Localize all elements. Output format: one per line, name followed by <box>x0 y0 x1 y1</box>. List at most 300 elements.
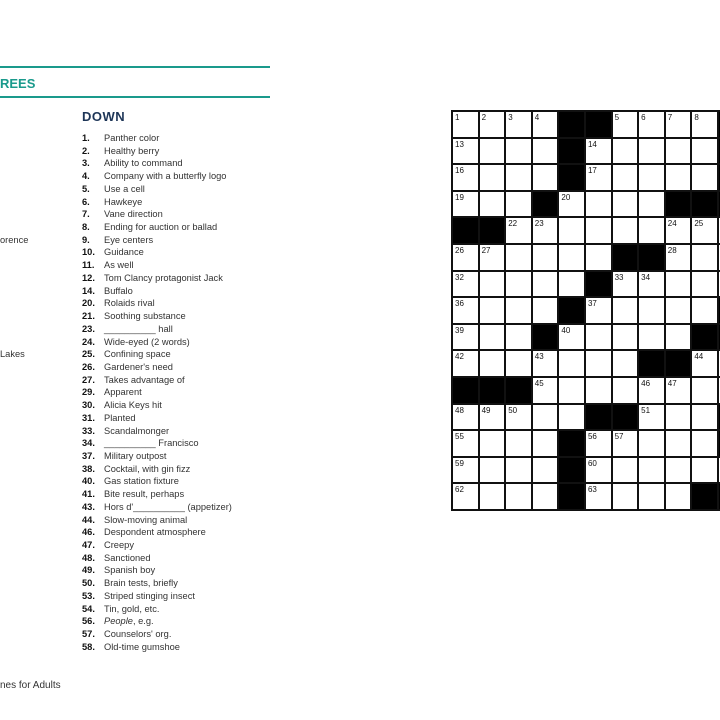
grid-cell[interactable] <box>666 165 693 192</box>
clue-number: 21. <box>82 311 95 322</box>
grid-row <box>453 192 720 219</box>
grid-row <box>453 245 720 272</box>
grid-cell[interactable] <box>586 484 613 511</box>
grid-cell[interactable] <box>559 405 586 432</box>
grid-cell[interactable] <box>639 112 666 139</box>
grid-row <box>453 405 720 432</box>
grid-cell[interactable] <box>453 351 480 378</box>
grid-cell[interactable] <box>533 245 560 272</box>
black-cell <box>480 218 507 245</box>
clue-text: Alicia Keys hit <box>104 400 162 411</box>
black-cell <box>666 192 693 219</box>
clue-text: Guidance <box>104 247 144 258</box>
down-clue <box>82 170 232 183</box>
cell-number: 23 <box>534 219 544 229</box>
clue-text: Confining space <box>104 349 171 360</box>
clue-text: Sanctioned <box>104 552 151 563</box>
clue-number: 33. <box>82 425 95 436</box>
grid-cell[interactable] <box>533 405 560 432</box>
down-clue <box>82 132 232 145</box>
grid-cell[interactable] <box>639 431 666 458</box>
black-cell <box>613 405 640 432</box>
grid-cell[interactable] <box>613 165 640 192</box>
clue-text: People, e.g. <box>104 616 154 627</box>
grid-cell[interactable] <box>533 272 560 299</box>
black-cell <box>666 351 693 378</box>
clue-text: As well <box>104 260 134 271</box>
grid-cell[interactable] <box>692 405 719 432</box>
clue-text: Use a cell <box>104 183 145 194</box>
down-clue <box>82 272 232 285</box>
clue-text: Ability to command <box>104 158 183 169</box>
clue-number: 4. <box>82 171 90 182</box>
grid-cell[interactable] <box>559 351 586 378</box>
grid-cell[interactable] <box>506 139 533 166</box>
cell-number: 5 <box>614 113 620 122</box>
grid-cell[interactable] <box>666 458 693 485</box>
clue-text: Ending for auction or ballad <box>104 222 218 233</box>
grid-cell[interactable] <box>586 378 613 405</box>
grid-cell[interactable] <box>692 351 719 378</box>
grid-cell[interactable] <box>533 218 560 245</box>
down-clue <box>82 412 232 425</box>
grid-cell[interactable] <box>480 298 507 325</box>
clue-text: Hawkeye <box>104 196 143 207</box>
black-cell <box>559 458 586 485</box>
grid-cell[interactable] <box>506 431 533 458</box>
down-clue <box>82 183 232 196</box>
clue-text: Takes advantage of <box>104 374 185 385</box>
down-clue <box>82 310 232 323</box>
grid-cell[interactable] <box>453 325 480 352</box>
grid-cell[interactable] <box>692 298 719 325</box>
grid-cell[interactable] <box>639 405 666 432</box>
clue-number: 50. <box>82 578 95 589</box>
cell-number: 7 <box>667 113 673 122</box>
grid-cell[interactable] <box>586 351 613 378</box>
clue-text: Bite result, perhaps <box>104 489 185 500</box>
grid-cell[interactable] <box>639 378 666 405</box>
black-cell <box>533 325 560 352</box>
black-cell <box>453 218 480 245</box>
grid-cell[interactable] <box>613 431 640 458</box>
black-cell <box>559 298 586 325</box>
section-rule-bottom <box>0 96 270 98</box>
grid-cell[interactable] <box>480 245 507 272</box>
grid-cell[interactable] <box>639 298 666 325</box>
black-cell <box>639 351 666 378</box>
clue-text: Despondent atmosphere <box>104 527 206 538</box>
cell-number: 44 <box>694 352 704 362</box>
grid-cell[interactable] <box>692 112 719 139</box>
cell-number: 37 <box>587 299 597 309</box>
black-cell <box>586 272 613 299</box>
grid-row <box>453 139 720 166</box>
clue-text: __________ Francisco <box>104 438 199 449</box>
grid-cell[interactable] <box>692 165 719 192</box>
crossword-grid[interactable] <box>451 110 720 511</box>
black-cell <box>613 245 640 272</box>
grid-row <box>453 218 720 245</box>
clue-number: 10. <box>82 247 95 258</box>
cell-number: 28 <box>667 245 677 255</box>
black-cell <box>559 431 586 458</box>
cell-number: 62 <box>455 485 464 495</box>
clue-text: Brain tests, briefly <box>104 578 178 589</box>
grid-cell[interactable] <box>613 112 640 139</box>
clue-text: Soothing substance <box>104 311 186 322</box>
grid-cell[interactable] <box>666 378 693 405</box>
clue-text: Slow-moving animal <box>104 514 188 525</box>
clue-number: 1. <box>82 133 90 143</box>
cell-number: 2 <box>481 113 487 122</box>
cell-number: 45 <box>534 378 544 388</box>
grid-cell[interactable] <box>692 431 719 458</box>
grid-cell[interactable] <box>692 218 719 245</box>
down-clue <box>82 425 232 438</box>
grid-cell[interactable] <box>506 298 533 325</box>
grid-row <box>453 351 720 378</box>
down-clue <box>82 361 232 374</box>
cell-number: 39 <box>455 325 464 335</box>
black-cell <box>692 192 719 219</box>
clue-number: 11. <box>82 260 95 271</box>
grid-cell[interactable] <box>692 245 719 272</box>
clue-number: 5. <box>82 183 90 194</box>
grid-cell[interactable] <box>692 458 719 485</box>
grid-cell[interactable] <box>480 325 507 352</box>
clue-number: 24. <box>82 336 95 347</box>
down-clue <box>82 488 232 501</box>
grid-cell[interactable] <box>613 139 640 166</box>
down-clue <box>82 437 232 450</box>
grid-cell[interactable] <box>666 484 693 511</box>
clue-number: 8. <box>82 222 90 233</box>
across-clue-fragment: orence <box>0 235 29 245</box>
grid-cell[interactable] <box>533 458 560 485</box>
clue-text: Tin, gold, etc. <box>104 603 160 614</box>
clue-number: 2. <box>82 145 90 156</box>
page-footer: nes for Adults <box>0 680 61 691</box>
grid-cell[interactable] <box>559 325 586 352</box>
clue-text: Spanish boy <box>104 565 156 576</box>
grid-cell[interactable] <box>613 325 640 352</box>
cell-number: 42 <box>455 352 464 362</box>
grid-row <box>453 112 720 139</box>
across-clue-fragment: Lakes <box>0 349 25 359</box>
clue-number: 20. <box>82 298 95 309</box>
grid-cell[interactable] <box>586 431 613 458</box>
cell-number: 46 <box>641 378 651 388</box>
grid-cell[interactable] <box>453 431 480 458</box>
down-clue <box>82 285 232 298</box>
clue-text: Hors d'__________ (appetizer) <box>104 501 232 512</box>
grid-cell[interactable] <box>506 405 533 432</box>
cell-number: 57 <box>614 432 624 442</box>
cell-number: 13 <box>455 139 464 149</box>
down-clue <box>82 552 232 565</box>
grid-cell[interactable] <box>666 298 693 325</box>
clue-number: 38. <box>82 463 95 474</box>
clue-number: 53. <box>82 590 95 601</box>
down-clue <box>82 259 232 272</box>
grid-cell[interactable] <box>506 165 533 192</box>
clue-number: 58. <box>82 641 95 652</box>
cell-number: 34 <box>641 272 651 282</box>
grid-cell[interactable] <box>666 112 693 139</box>
grid-cell[interactable] <box>639 484 666 511</box>
black-cell <box>559 165 586 192</box>
grid-row <box>453 298 720 325</box>
grid-cell[interactable] <box>639 139 666 166</box>
grid-cell[interactable] <box>453 405 480 432</box>
grid-cell[interactable] <box>506 351 533 378</box>
grid-cell[interactable] <box>533 139 560 166</box>
grid-cell[interactable] <box>613 458 640 485</box>
grid-cell[interactable] <box>453 458 480 485</box>
grid-cell[interactable] <box>639 458 666 485</box>
cell-number: 36 <box>455 299 464 309</box>
grid-cell[interactable] <box>692 378 719 405</box>
grid-cell[interactable] <box>533 484 560 511</box>
grid-cell[interactable] <box>480 272 507 299</box>
section-rule-top <box>0 66 270 68</box>
grid-cell[interactable] <box>480 431 507 458</box>
down-clue <box>82 386 232 399</box>
grid-cell[interactable] <box>586 218 613 245</box>
clue-text: Panther color <box>104 133 160 143</box>
grid-cell[interactable] <box>533 112 560 139</box>
clue-text: Eye centers <box>104 234 154 245</box>
clue-text: __________ hall <box>104 323 173 334</box>
grid-cell[interactable] <box>586 458 613 485</box>
grid-cell[interactable] <box>613 484 640 511</box>
clue-number: 44. <box>82 514 95 525</box>
down-clue <box>82 297 232 310</box>
grid-cell[interactable] <box>666 245 693 272</box>
down-clue <box>82 221 232 234</box>
grid-cell[interactable] <box>666 405 693 432</box>
down-clue <box>82 603 232 616</box>
cell-number: 17 <box>587 166 597 176</box>
grid-cell[interactable] <box>506 218 533 245</box>
grid-row <box>453 431 720 458</box>
grid-cell[interactable] <box>453 139 480 166</box>
grid-cell[interactable] <box>453 484 480 511</box>
grid-cell[interactable] <box>666 139 693 166</box>
black-cell <box>559 139 586 166</box>
cell-number: 1 <box>455 113 460 122</box>
cell-number: 20 <box>561 192 571 202</box>
section-title: REES <box>0 76 36 91</box>
down-clue <box>82 475 232 488</box>
cell-number: 49 <box>481 405 491 415</box>
grid-cell[interactable] <box>666 218 693 245</box>
clue-number: 25. <box>82 349 95 360</box>
down-clue <box>82 246 232 259</box>
down-clue <box>82 196 232 209</box>
grid-cell[interactable] <box>480 139 507 166</box>
clue-number: 29. <box>82 387 95 398</box>
clue-text: Old-time gumshoe <box>104 641 180 652</box>
cell-number: 6 <box>641 113 646 122</box>
grid-cell[interactable] <box>559 192 586 219</box>
grid-cell[interactable] <box>533 165 560 192</box>
grid-cell[interactable] <box>506 245 533 272</box>
clue-number: 30. <box>82 400 95 411</box>
cell-number: 3 <box>508 113 513 122</box>
cell-number: 33 <box>614 272 624 282</box>
grid-cell[interactable] <box>480 192 507 219</box>
grid-cell[interactable] <box>613 378 640 405</box>
grid-cell[interactable] <box>453 112 480 139</box>
clue-text: Scandalmonger <box>104 425 170 436</box>
down-heading: DOWN <box>82 109 126 124</box>
clue-number: 6. <box>82 196 90 207</box>
grid-cell[interactable] <box>480 165 507 192</box>
grid-cell[interactable] <box>453 298 480 325</box>
clue-text: Company with a butterfly logo <box>104 171 227 182</box>
grid-cell[interactable] <box>559 218 586 245</box>
grid-cell[interactable] <box>666 272 693 299</box>
grid-cell[interactable] <box>586 245 613 272</box>
cell-number: 25 <box>694 219 704 229</box>
grid-row <box>453 484 720 511</box>
clue-text: Creepy <box>104 540 134 550</box>
black-cell <box>506 378 533 405</box>
grid-cell[interactable] <box>613 272 640 299</box>
grid-cell[interactable] <box>666 431 693 458</box>
clue-number: 49. <box>82 565 95 576</box>
grid-cell[interactable] <box>559 378 586 405</box>
grid-cell[interactable] <box>639 218 666 245</box>
grid-cell[interactable] <box>533 298 560 325</box>
cell-number: 8 <box>694 113 699 122</box>
clue-number: 56. <box>82 616 95 627</box>
down-clue <box>82 399 232 412</box>
grid-cell[interactable] <box>480 351 507 378</box>
cell-number: 24 <box>667 219 677 229</box>
grid-row <box>453 458 720 485</box>
clue-number: 43. <box>82 501 95 512</box>
clue-number: 48. <box>82 552 95 563</box>
clue-number: 31. <box>82 412 95 423</box>
grid-cell[interactable] <box>666 325 693 352</box>
grid-cell[interactable] <box>506 272 533 299</box>
grid-cell[interactable] <box>480 458 507 485</box>
black-cell <box>692 484 719 511</box>
clue-text: Rolaids rival <box>104 298 155 309</box>
grid-cell[interactable] <box>586 139 613 166</box>
grid-cell[interactable] <box>506 112 533 139</box>
grid-cell[interactable] <box>533 378 560 405</box>
grid-cell[interactable] <box>639 192 666 219</box>
down-clue <box>82 234 232 247</box>
down-clue <box>82 539 232 552</box>
clue-text: Vane direction <box>104 209 163 220</box>
clue-text: Striped stinging insect <box>104 590 195 601</box>
grid-cell[interactable] <box>692 272 719 299</box>
grid-cell[interactable] <box>453 272 480 299</box>
grid-cell[interactable] <box>453 192 480 219</box>
grid-cell[interactable] <box>639 165 666 192</box>
down-clue <box>82 577 232 590</box>
down-clue <box>82 641 232 654</box>
clue-number: 14. <box>82 285 95 296</box>
grid-cell[interactable] <box>533 351 560 378</box>
grid-cell[interactable] <box>692 139 719 166</box>
grid-cell[interactable] <box>613 351 640 378</box>
grid-cell[interactable] <box>506 325 533 352</box>
clue-number: 37. <box>82 450 95 461</box>
grid-cell[interactable] <box>586 165 613 192</box>
grid-cell[interactable] <box>559 272 586 299</box>
down-clue <box>82 590 232 603</box>
grid-cell[interactable] <box>639 272 666 299</box>
grid-cell[interactable] <box>533 431 560 458</box>
down-clue <box>82 514 232 527</box>
grid-cell[interactable] <box>453 165 480 192</box>
clue-number: 47. <box>82 540 95 550</box>
cell-number: 19 <box>455 192 464 202</box>
black-cell <box>586 112 613 139</box>
grid-cell[interactable] <box>586 325 613 352</box>
clue-text: Gardener's need <box>104 361 173 372</box>
grid-cell[interactable] <box>586 298 613 325</box>
black-cell <box>639 245 666 272</box>
cell-number: 14 <box>587 139 597 149</box>
cell-number: 27 <box>481 245 491 255</box>
cell-number: 22 <box>508 219 518 229</box>
grid-row <box>453 272 720 299</box>
grid-cell[interactable] <box>506 458 533 485</box>
grid-cell[interactable] <box>639 325 666 352</box>
grid-cell[interactable] <box>613 298 640 325</box>
clue-number: 12. <box>82 272 95 283</box>
grid-cell[interactable] <box>559 245 586 272</box>
clue-text: Military outpost <box>104 450 167 461</box>
grid-cell[interactable] <box>613 192 640 219</box>
clue-number: 40. <box>82 476 95 487</box>
clue-number: 27. <box>82 374 95 385</box>
clue-text: Cocktail, with gin fizz <box>104 463 191 474</box>
down-clue <box>82 145 232 158</box>
clue-number: 3. <box>82 158 90 169</box>
grid-cell[interactable] <box>480 405 507 432</box>
black-cell <box>559 484 586 511</box>
cell-number: 43 <box>534 352 544 362</box>
clue-number: 26. <box>82 361 95 372</box>
cell-number: 51 <box>641 405 651 415</box>
grid-cell[interactable] <box>613 218 640 245</box>
grid-cell[interactable] <box>506 484 533 511</box>
grid-cell[interactable] <box>480 112 507 139</box>
cell-number: 63 <box>587 485 597 495</box>
down-clue <box>82 463 232 476</box>
down-clue <box>82 336 232 349</box>
grid-row <box>453 325 720 352</box>
down-clue <box>82 628 232 641</box>
grid-cell[interactable] <box>586 192 613 219</box>
down-clue-list <box>82 132 232 653</box>
grid-cell[interactable] <box>453 245 480 272</box>
down-clue <box>82 450 232 463</box>
cell-number: 47 <box>667 378 677 388</box>
cell-number: 60 <box>587 458 597 468</box>
grid-cell[interactable] <box>480 484 507 511</box>
down-clue <box>82 348 232 361</box>
grid-cell[interactable] <box>506 192 533 219</box>
